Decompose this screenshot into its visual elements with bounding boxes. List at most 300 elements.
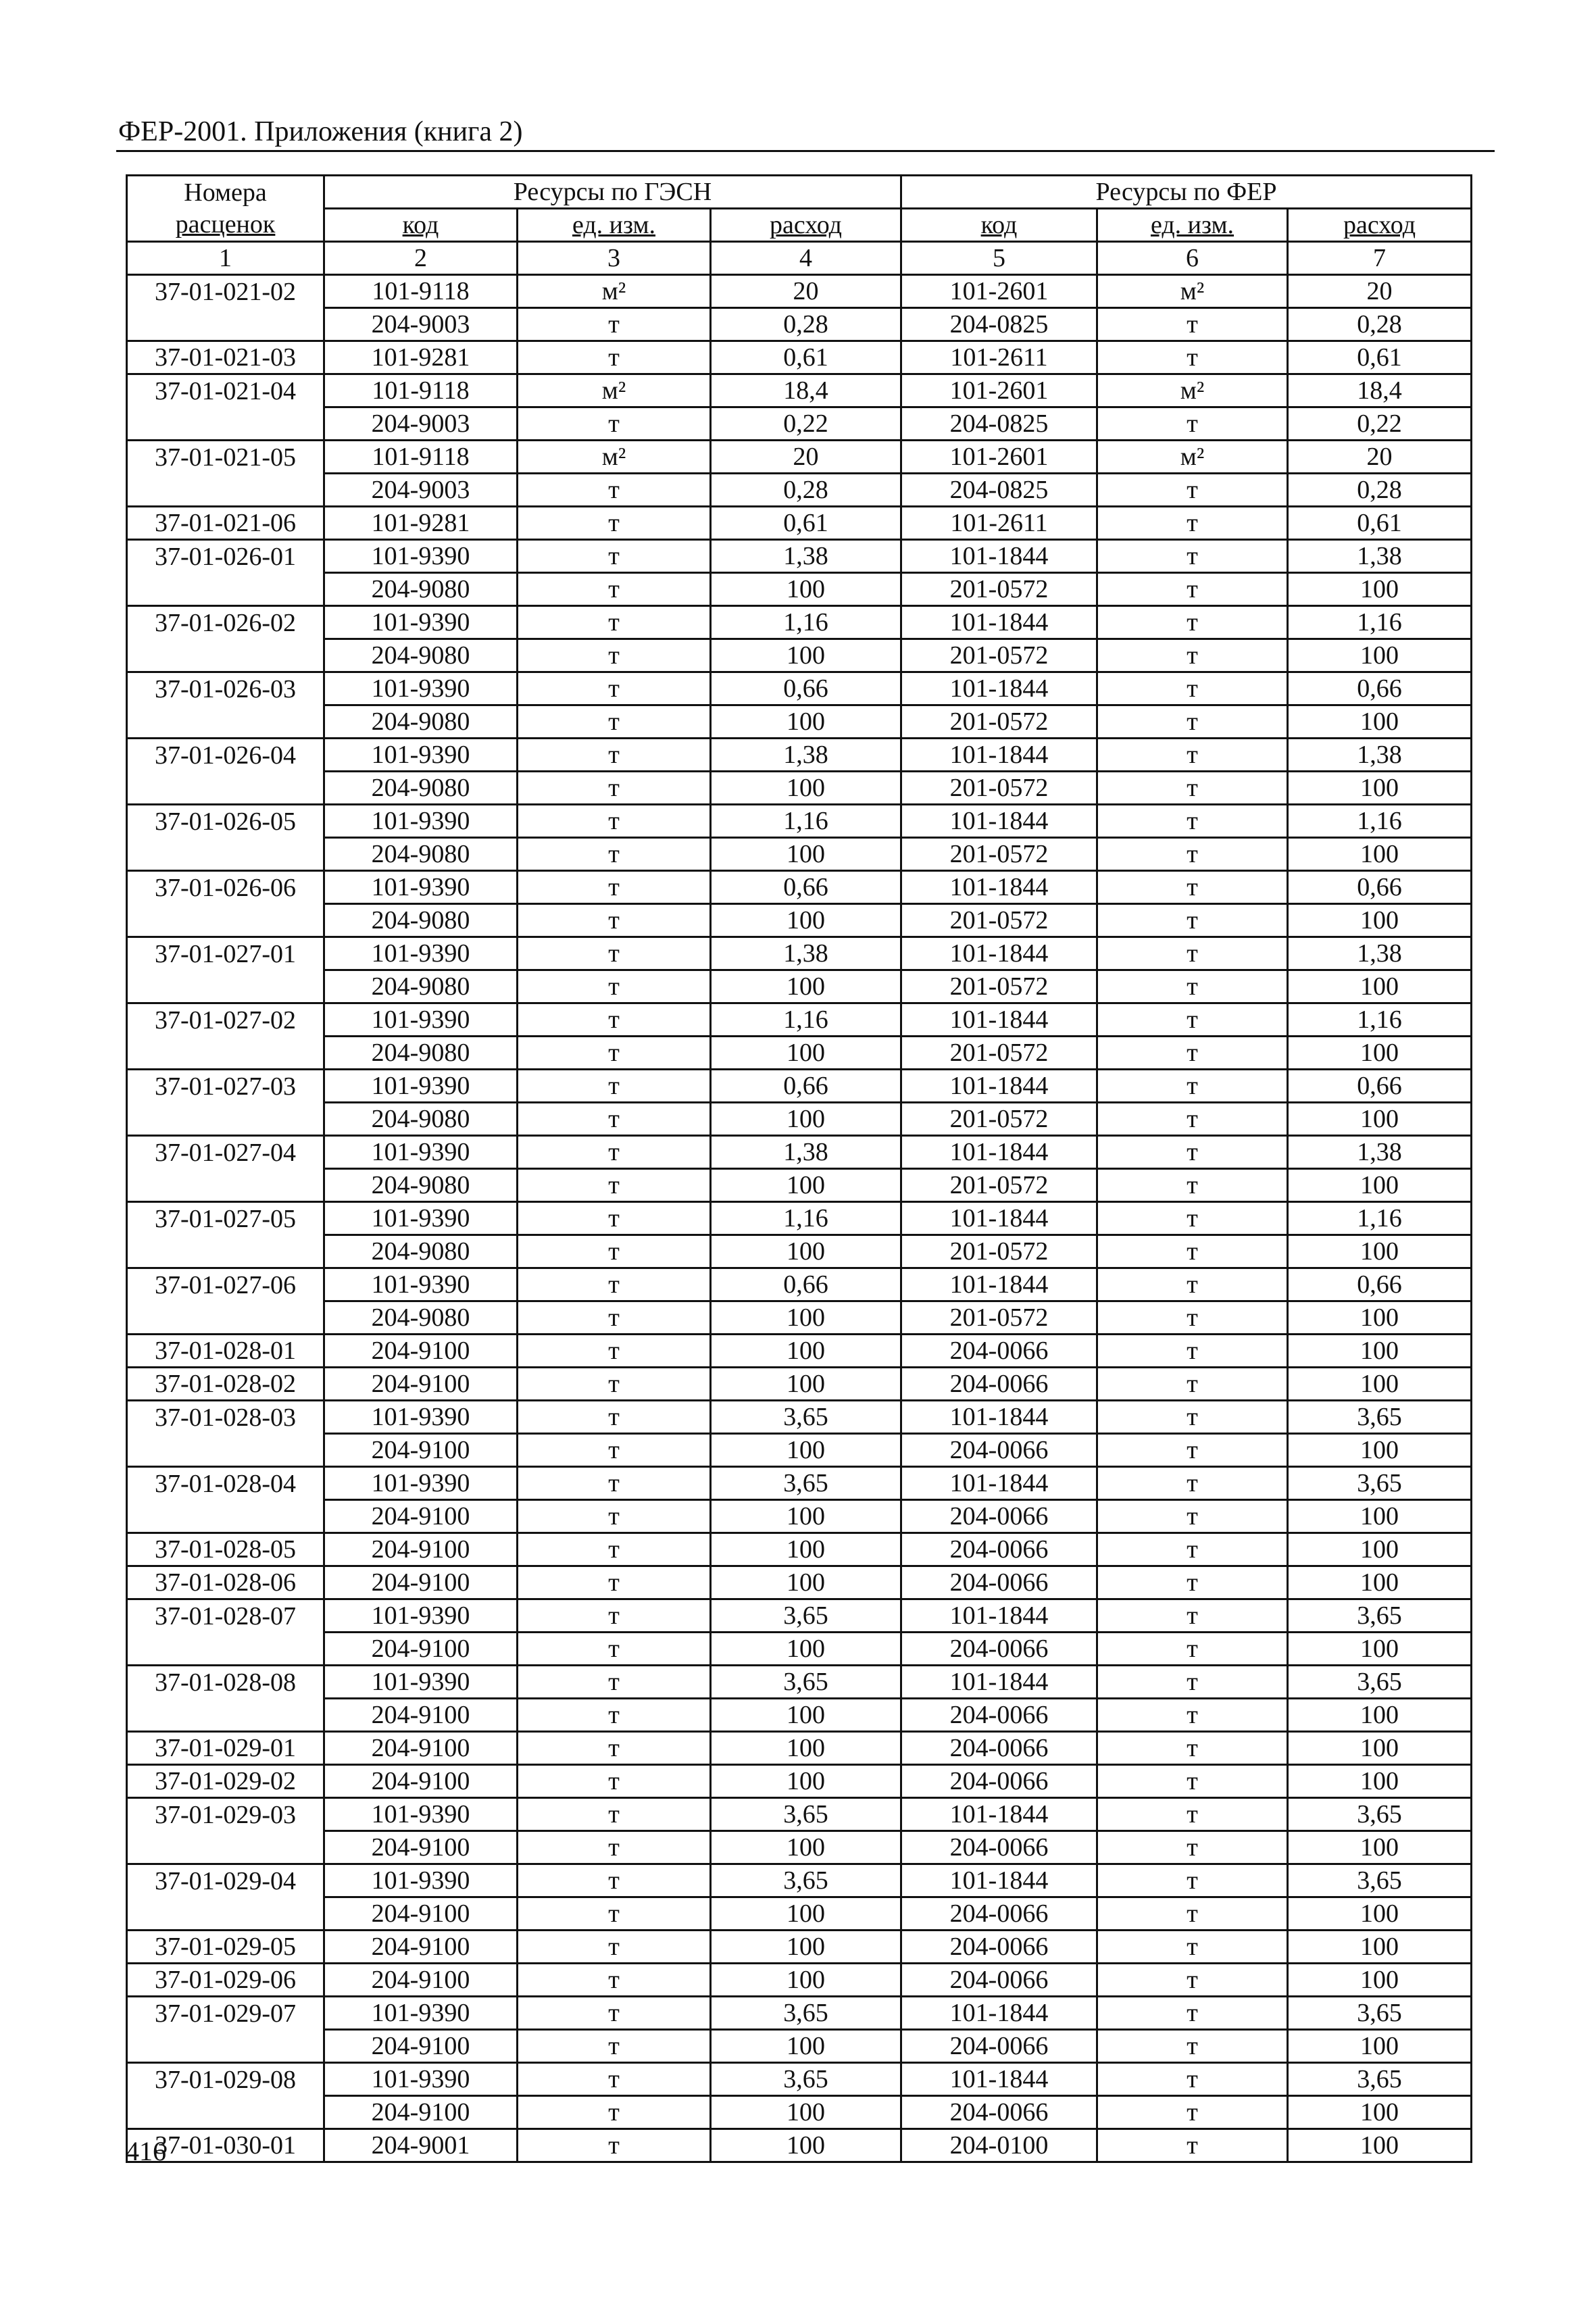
rate-number-cell: [127, 1103, 324, 1136]
rate-number-cell: [127, 1699, 324, 1732]
table-row: [127, 904, 1472, 937]
fer-consumption-cell: 0,66: [1288, 1070, 1472, 1103]
gesn-unit-cell: т: [518, 639, 711, 672]
fer-header: Ресурсы по ФЕР: [901, 176, 1472, 209]
fer-code-cell: 101-1844: [901, 606, 1097, 639]
fer-unit-cell: т: [1097, 2030, 1288, 2063]
gesn-code-cell: 204-9003: [324, 407, 518, 441]
fer-code-cell: 204-0066: [901, 2030, 1097, 2063]
fer-consumption-cell: 100: [1288, 1169, 1472, 1202]
gesn-code-cell: 101-9390: [324, 1070, 518, 1103]
rate-number-cell: 37-01-028-03: [127, 1401, 324, 1434]
rate-number-cell: 37-01-021-03: [127, 341, 324, 374]
gesn-unit-header: [518, 209, 711, 242]
table-row: [127, 672, 1472, 705]
fer-unit-cell: т: [1097, 606, 1288, 639]
gesn-code-label: код: [402, 211, 439, 239]
fer-code-cell: 204-0825: [901, 474, 1097, 507]
gesn-consumption-cell: 0,28: [711, 308, 901, 341]
fer-consumption-label: расход: [1343, 211, 1416, 239]
gesn-consumption-cell: 100: [711, 1434, 901, 1467]
fer-unit-cell: т: [1097, 341, 1288, 374]
fer-consumption-cell: 3,65: [1288, 1997, 1472, 2030]
gesn-unit-cell: т: [518, 1599, 711, 1633]
table-row: [127, 1633, 1472, 1666]
rate-number-cell: [127, 1037, 324, 1070]
gesn-consumption-cell: 100: [711, 1335, 901, 1368]
gesn-consumption-cell: 3,65: [711, 1401, 901, 1434]
fer-unit-cell: т: [1097, 838, 1288, 871]
fer-code-cell: 101-2601: [901, 374, 1097, 407]
fer-unit-cell: т: [1097, 407, 1288, 441]
fer-consumption-cell: 3,65: [1288, 1599, 1472, 1633]
rate-number-cell: [127, 1301, 324, 1335]
gesn-consumption-cell: 1,16: [711, 1202, 901, 1235]
fer-unit-cell: т: [1097, 1732, 1288, 1765]
fer-unit-cell: т: [1097, 1666, 1288, 1699]
fer-consumption-cell: 3,65: [1288, 1864, 1472, 1897]
fer-unit-cell: т: [1097, 1831, 1288, 1864]
fer-code-cell: 204-0066: [901, 1335, 1097, 1368]
fer-unit-cell: т: [1097, 772, 1288, 805]
gesn-consumption-cell: 18,4: [711, 374, 901, 407]
gesn-unit-cell: т: [518, 672, 711, 705]
col-number-1: 1: [127, 242, 324, 275]
fer-unit-cell: т: [1097, 904, 1288, 937]
gesn-code-cell: 204-9100: [324, 1732, 518, 1765]
fer-consumption-cell: 100: [1288, 705, 1472, 739]
gesn-unit-cell: т: [518, 1931, 711, 1964]
gesn-code-cell: 204-9003: [324, 308, 518, 341]
fer-unit-cell: т: [1097, 308, 1288, 341]
rate-number-cell: [127, 639, 324, 672]
fer-code-cell: 204-0066: [901, 1732, 1097, 1765]
fer-code-cell: 101-1844: [901, 805, 1097, 838]
fer-code-cell: 201-0572: [901, 1235, 1097, 1268]
gesn-code-cell: 204-9100: [324, 1533, 518, 1566]
gesn-unit-cell: м²: [518, 441, 711, 474]
gesn-unit-cell: т: [518, 308, 711, 341]
table-row: [127, 937, 1472, 970]
table-row: [127, 1268, 1472, 1301]
table-row: [127, 1566, 1472, 1599]
fer-unit-cell: т: [1097, 1897, 1288, 1931]
fer-unit-cell: т: [1097, 1202, 1288, 1235]
table-row: [127, 805, 1472, 838]
fer-code-cell: 101-1844: [901, 1401, 1097, 1434]
gesn-unit-cell: м²: [518, 374, 711, 407]
gesn-unit-cell: т: [518, 1401, 711, 1434]
fer-code-cell: 101-2601: [901, 275, 1097, 308]
table-row: [127, 1765, 1472, 1798]
gesn-unit-cell: т: [518, 1169, 711, 1202]
rate-number-cell: [127, 2096, 324, 2129]
rate-number-cell: [127, 1633, 324, 1666]
gesn-consumption-cell: 1,38: [711, 540, 901, 573]
gesn-consumption-cell: 1,16: [711, 606, 901, 639]
gesn-code-cell: 101-9390: [324, 1798, 518, 1831]
rate-number-cell: 37-01-028-02: [127, 1368, 324, 1401]
rate-number-cell: [127, 2030, 324, 2063]
fer-consumption-cell: 1,38: [1288, 739, 1472, 772]
fer-code-cell: 101-1844: [901, 1599, 1097, 1633]
gesn-consumption-cell: 0,61: [711, 507, 901, 540]
rate-number-cell: [127, 1169, 324, 1202]
fer-unit-cell: т: [1097, 1931, 1288, 1964]
fer-unit-cell: т: [1097, 1765, 1288, 1798]
fer-consumption-cell: 100: [1288, 1037, 1472, 1070]
rate-number-cell: 37-01-026-05: [127, 805, 324, 838]
fer-unit-cell: м²: [1097, 275, 1288, 308]
fer-unit-cell: т: [1097, 474, 1288, 507]
table-row: [127, 1699, 1472, 1732]
gesn-unit-cell: т: [518, 540, 711, 573]
fer-consumption-cell: 20: [1288, 441, 1472, 474]
gesn-consumption-cell: 100: [711, 2129, 901, 2162]
table-body: [127, 275, 1472, 2162]
table-row: [127, 441, 1472, 474]
header-row-1: [127, 176, 1472, 209]
gesn-unit-label: ед. изм.: [572, 211, 656, 239]
page-header: ФЕР-2001. Приложения (книга 2): [118, 116, 523, 147]
fer-consumption-cell: 100: [1288, 1765, 1472, 1798]
fer-code-cell: 201-0572: [901, 772, 1097, 805]
gesn-code-cell: 204-9080: [324, 970, 518, 1003]
rate-number-cell: 37-01-021-05: [127, 441, 324, 474]
gesn-unit-cell: т: [518, 705, 711, 739]
rate-number-cell: 37-01-029-06: [127, 1964, 324, 1997]
gesn-code-cell: 204-9001: [324, 2129, 518, 2162]
fer-unit-cell: т: [1097, 805, 1288, 838]
gesn-code-cell: 204-9100: [324, 1335, 518, 1368]
gesn-code-cell: 101-9390: [324, 1401, 518, 1434]
rate-number-cell: [127, 838, 324, 871]
gesn-consumption-cell: 100: [711, 904, 901, 937]
table-row: [127, 2096, 1472, 2129]
rate-number-cell: 37-01-029-01: [127, 1732, 324, 1765]
fer-unit-cell: т: [1097, 573, 1288, 606]
table-row: [127, 1202, 1472, 1235]
table-row: [127, 739, 1472, 772]
fer-code-cell: 204-0066: [901, 1699, 1097, 1732]
fer-consumption-cell: 100: [1288, 1103, 1472, 1136]
rate-number-cell: [127, 772, 324, 805]
fer-code-cell: 101-1844: [901, 1202, 1097, 1235]
gesn-code-cell: 101-9390: [324, 1599, 518, 1633]
gesn-consumption-cell: 0,28: [711, 474, 901, 507]
fer-code-cell: 204-0066: [901, 1831, 1097, 1864]
fer-code-cell: 101-1844: [901, 1268, 1097, 1301]
gesn-code-cell: 101-9390: [324, 1864, 518, 1897]
fer-unit-cell: т: [1097, 1103, 1288, 1136]
fer-code-cell: 101-1844: [901, 1070, 1097, 1103]
col-number-4: 4: [711, 242, 901, 275]
fer-code-cell: 204-0825: [901, 407, 1097, 441]
fer-unit-cell: т: [1097, 1500, 1288, 1533]
gesn-code-cell: 204-9080: [324, 1301, 518, 1335]
fer-consumption-cell: 1,38: [1288, 540, 1472, 573]
fer-consumption-cell: 0,61: [1288, 507, 1472, 540]
table-row: [127, 772, 1472, 805]
fer-consumption-cell: 1,38: [1288, 937, 1472, 970]
table-row: [127, 2063, 1472, 2096]
gesn-consumption-cell: 0,22: [711, 407, 901, 441]
rate-number-cell: 37-01-026-06: [127, 871, 324, 904]
fer-consumption-cell: 3,65: [1288, 1798, 1472, 1831]
fer-consumption-cell: 100: [1288, 1301, 1472, 1335]
fer-code-cell: 101-2611: [901, 507, 1097, 540]
header-rule: [116, 150, 1495, 152]
table-row: [127, 1136, 1472, 1169]
gesn-unit-cell: т: [518, 1864, 711, 1897]
gesn-unit-cell: т: [518, 1699, 711, 1732]
gesn-unit-cell: т: [518, 407, 711, 441]
fer-consumption-cell: 0,28: [1288, 474, 1472, 507]
gesn-code-cell: 101-9118: [324, 275, 518, 308]
table-row: [127, 1732, 1472, 1765]
gesn-consumption-cell: 100: [711, 970, 901, 1003]
gesn-code-cell: 204-9003: [324, 474, 518, 507]
gesn-consumption-cell: 100: [711, 1831, 901, 1864]
gesn-code-cell: 204-9080: [324, 1103, 518, 1136]
column-numbers-row: [127, 242, 1472, 275]
fer-code-label: код: [980, 211, 1018, 239]
gesn-unit-cell: т: [518, 1566, 711, 1599]
table-row: [127, 1401, 1472, 1434]
fer-consumption-cell: 100: [1288, 2129, 1472, 2162]
gesn-consumption-cell: 3,65: [711, 1467, 901, 1500]
gesn-unit-cell: т: [518, 871, 711, 904]
gesn-unit-cell: т: [518, 1732, 711, 1765]
fer-consumption-cell: 100: [1288, 1500, 1472, 1533]
rate-number-cell: [127, 1235, 324, 1268]
fer-consumption-cell: 3,65: [1288, 1666, 1472, 1699]
fer-consumption-cell: 100: [1288, 1566, 1472, 1599]
gesn-unit-cell: т: [518, 1964, 711, 1997]
col-number-7: 7: [1288, 242, 1472, 275]
fer-unit-cell: т: [1097, 2096, 1288, 2129]
fer-consumption-cell: 100: [1288, 2096, 1472, 2129]
fer-unit-cell: т: [1097, 1368, 1288, 1401]
table-row: [127, 275, 1472, 308]
gesn-code-cell: 101-9390: [324, 1136, 518, 1169]
fer-unit-cell: т: [1097, 1533, 1288, 1566]
fer-code-cell: 101-1844: [901, 1666, 1097, 1699]
fer-unit-cell: м²: [1097, 374, 1288, 407]
fer-consumption-cell: 100: [1288, 904, 1472, 937]
fer-consumption-cell: 100: [1288, 1897, 1472, 1931]
fer-consumption-cell: 20: [1288, 275, 1472, 308]
fer-unit-cell: т: [1097, 871, 1288, 904]
fer-code-cell: 101-1844: [901, 739, 1097, 772]
gesn-consumption-cell: 100: [711, 1533, 901, 1566]
gesn-code-cell: 204-9100: [324, 1831, 518, 1864]
table-row: [127, 705, 1472, 739]
fer-code-cell: 101-1844: [901, 540, 1097, 573]
fer-code-cell: 201-0572: [901, 1103, 1097, 1136]
fer-unit-cell: т: [1097, 1070, 1288, 1103]
gesn-consumption-cell: 100: [711, 1169, 901, 1202]
gesn-code-cell: 101-9390: [324, 1666, 518, 1699]
fer-code-cell: 101-2611: [901, 341, 1097, 374]
table-row: [127, 474, 1472, 507]
table-row: [127, 1666, 1472, 1699]
table-row: [127, 1467, 1472, 1500]
gesn-unit-cell: т: [518, 838, 711, 871]
table-row: [127, 1037, 1472, 1070]
table-row: [127, 1235, 1472, 1268]
col-number-5: 5: [901, 242, 1097, 275]
gesn-unit-cell: т: [518, 1235, 711, 1268]
gesn-code-cell: 204-9100: [324, 1964, 518, 1997]
gesn-unit-cell: т: [518, 1831, 711, 1864]
gesn-consumption-cell: 3,65: [711, 1864, 901, 1897]
gesn-code-cell: 204-9100: [324, 1368, 518, 1401]
gesn-code-cell: 204-9100: [324, 2030, 518, 2063]
fer-code-cell: 101-1844: [901, 1798, 1097, 1831]
gesn-code-cell: 204-9100: [324, 1897, 518, 1931]
fer-code-cell: 204-0066: [901, 1566, 1097, 1599]
gesn-header: Ресурсы по ГЭСН: [324, 176, 901, 209]
gesn-unit-cell: т: [518, 1897, 711, 1931]
rate-number-cell: 37-01-028-01: [127, 1335, 324, 1368]
fer-unit-cell: т: [1097, 1434, 1288, 1467]
gesn-unit-cell: т: [518, 1368, 711, 1401]
fer-unit-cell: т: [1097, 1599, 1288, 1633]
rate-number-cell: 37-01-028-07: [127, 1599, 324, 1633]
fer-unit-cell: т: [1097, 1864, 1288, 1897]
gesn-code-cell: 101-9390: [324, 1268, 518, 1301]
gesn-code-cell: 204-9100: [324, 1434, 518, 1467]
table-row: [127, 1931, 1472, 1964]
gesn-code-cell: 101-9390: [324, 871, 518, 904]
fer-code-cell: 101-1844: [901, 1864, 1097, 1897]
rate-numbers-label-2: расценок: [175, 210, 276, 239]
fer-consumption-cell: 1,16: [1288, 606, 1472, 639]
gesn-consumption-cell: 3,65: [711, 1798, 901, 1831]
fer-code-cell: 101-1844: [901, 672, 1097, 705]
fer-consumption-cell: 3,65: [1288, 1467, 1472, 1500]
table-row: [127, 407, 1472, 441]
fer-unit-cell: т: [1097, 2063, 1288, 2096]
gesn-code-cell: 204-9100: [324, 1699, 518, 1732]
gesn-code-cell: 204-9080: [324, 705, 518, 739]
fer-code-cell: 204-0066: [901, 1434, 1097, 1467]
gesn-unit-cell: т: [518, 2063, 711, 2096]
rate-number-cell: [127, 407, 324, 441]
gesn-unit-cell: т: [518, 1037, 711, 1070]
gesn-code-cell: 204-9100: [324, 1500, 518, 1533]
fer-code-cell: 101-1844: [901, 1003, 1097, 1037]
gesn-consumption-cell: 100: [711, 705, 901, 739]
fer-unit-cell: т: [1097, 705, 1288, 739]
table-row: [127, 1997, 1472, 2030]
rate-number-cell: 37-01-021-04: [127, 374, 324, 407]
fer-unit-cell: т: [1097, 970, 1288, 1003]
col-number-2: 2: [324, 242, 518, 275]
fer-unit-cell: т: [1097, 672, 1288, 705]
gesn-consumption-cell: 100: [711, 1103, 901, 1136]
rate-number-cell: 37-01-029-05: [127, 1931, 324, 1964]
rate-number-cell: 37-01-026-02: [127, 606, 324, 639]
gesn-unit-cell: т: [518, 1997, 711, 2030]
table-row: [127, 1831, 1472, 1864]
fer-code-cell: 201-0572: [901, 705, 1097, 739]
fer-unit-cell: т: [1097, 1335, 1288, 1368]
gesn-consumption-cell: 0,66: [711, 1268, 901, 1301]
fer-code-cell: 201-0572: [901, 838, 1097, 871]
fer-consumption-cell: 100: [1288, 1699, 1472, 1732]
fer-code-cell: 201-0572: [901, 970, 1097, 1003]
gesn-consumption-cell: 0,66: [711, 672, 901, 705]
fer-consumption-cell: 1,16: [1288, 805, 1472, 838]
fer-code-cell: 204-0825: [901, 308, 1097, 341]
header-row-2: [127, 209, 1472, 242]
table-row: [127, 1897, 1472, 1931]
gesn-consumption-cell: 100: [711, 573, 901, 606]
gesn-consumption-cell: 1,16: [711, 1003, 901, 1037]
gesn-unit-cell: т: [518, 772, 711, 805]
fer-consumption-cell: 0,66: [1288, 871, 1472, 904]
gesn-consumption-cell: 100: [711, 1037, 901, 1070]
fer-code-cell: 204-0100: [901, 2129, 1097, 2162]
table-row: [127, 639, 1472, 672]
fer-code-cell: 101-1844: [901, 937, 1097, 970]
gesn-consumption-cell: 3,65: [711, 2063, 901, 2096]
fer-consumption-cell: 100: [1288, 1533, 1472, 1566]
rate-number-cell: 37-01-027-03: [127, 1070, 324, 1103]
rate-number-cell: [127, 308, 324, 341]
gesn-unit-cell: т: [518, 970, 711, 1003]
table-row: [127, 1434, 1472, 1467]
fer-code-cell: 204-0066: [901, 1897, 1097, 1931]
gesn-unit-cell: т: [518, 1467, 711, 1500]
page-number: 416: [126, 2136, 166, 2166]
gesn-consumption-cell: 1,16: [711, 805, 901, 838]
fer-unit-cell: т: [1097, 1467, 1288, 1500]
fer-unit-cell: т: [1097, 1997, 1288, 2030]
gesn-unit-cell: т: [518, 1003, 711, 1037]
gesn-consumption-cell: 0,66: [711, 871, 901, 904]
gesn-consumption-cell: 100: [711, 2030, 901, 2063]
fer-consumption-cell: 18,4: [1288, 374, 1472, 407]
gesn-code-cell: 204-9100: [324, 1931, 518, 1964]
fer-code-cell: 204-0066: [901, 1964, 1097, 1997]
rate-number-cell: [127, 1434, 324, 1467]
table-row: [127, 1368, 1472, 1401]
gesn-code-cell: 204-9080: [324, 772, 518, 805]
gesn-consumption-cell: 20: [711, 441, 901, 474]
gesn-consumption-cell: 100: [711, 838, 901, 871]
gesn-code-cell: 101-9390: [324, 1467, 518, 1500]
rate-number-cell: 37-01-028-06: [127, 1566, 324, 1599]
gesn-unit-cell: т: [518, 2096, 711, 2129]
gesn-unit-cell: т: [518, 904, 711, 937]
gesn-consumption-cell: 100: [711, 1964, 901, 1997]
rate-number-cell: 37-01-027-02: [127, 1003, 324, 1037]
fer-code-cell: 201-0572: [901, 1169, 1097, 1202]
gesn-consumption-cell: 100: [711, 1566, 901, 1599]
gesn-code-cell: 101-9390: [324, 2063, 518, 2096]
fer-code-cell: 201-0572: [901, 639, 1097, 672]
fer-code-cell: 204-0066: [901, 1368, 1097, 1401]
fer-consumption-cell: 0,66: [1288, 672, 1472, 705]
fer-code-cell: 201-0572: [901, 904, 1097, 937]
fer-unit-cell: т: [1097, 540, 1288, 573]
gesn-unit-cell: т: [518, 1666, 711, 1699]
fer-unit-cell: т: [1097, 1301, 1288, 1335]
fer-unit-label: ед. изм.: [1150, 211, 1235, 239]
